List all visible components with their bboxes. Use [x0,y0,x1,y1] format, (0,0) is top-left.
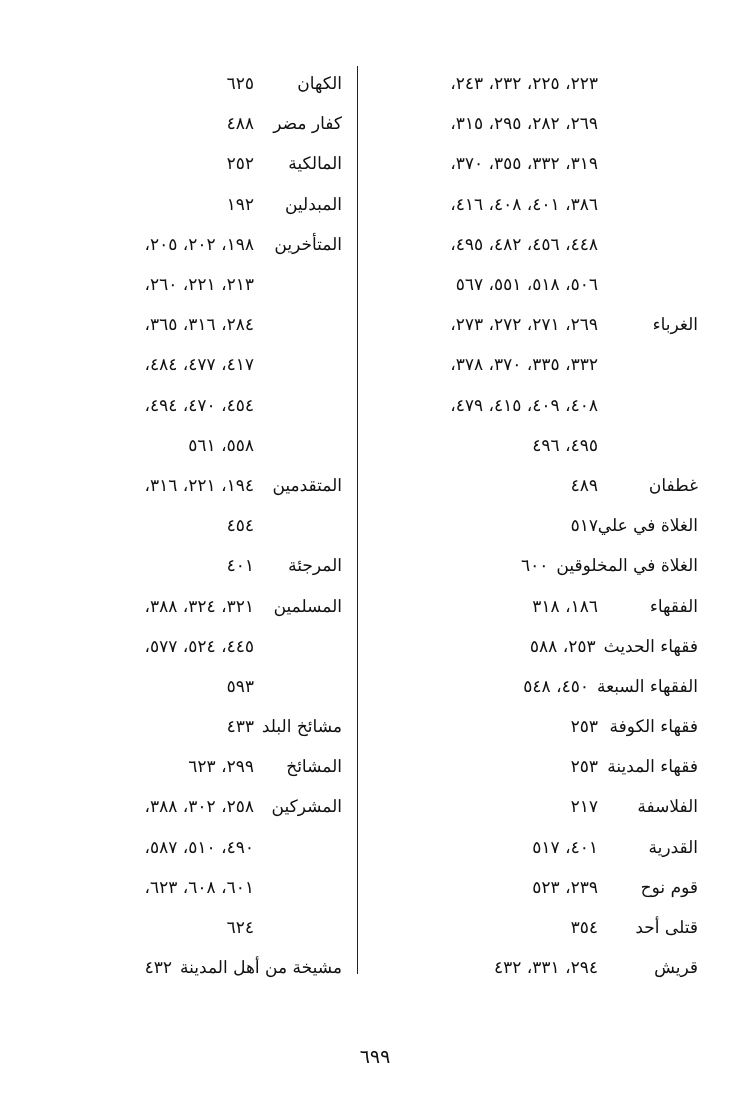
page-refs: ٤٩٥، ٤٩٦ [532,435,598,456]
index-entry [378,64,698,104]
page-refs: ٣٥٤ [570,918,598,939]
index-entry [60,868,342,908]
index-entry [60,546,342,586]
index-entry [378,868,698,908]
index-entry [60,225,342,265]
index-term: مشائخ البلد [261,717,342,738]
index-entry [60,144,342,184]
index-entry [378,466,698,506]
index-entry [378,828,698,868]
column-divider [357,66,358,974]
page-number: ٦٩٩ [359,1046,391,1068]
page-refs: ٢١٧ [570,797,598,818]
page-refs: ٤٣٢ [144,958,173,979]
index-entry [60,466,342,506]
index-term: الغرباء [652,315,698,336]
index-term: فقهاء الكوفة [609,717,698,738]
page-refs: ٤٤٥، ٥٢٤، ٥٧٧، [144,636,254,657]
index-term: المتأخرين [274,234,342,255]
index-entry [378,144,698,184]
page-refs: ٣٣٢، ٣٣٥، ٣٧٠، ٣٧٨، [450,355,598,376]
index-term: المشركين [271,797,342,818]
index-entry [60,345,342,385]
page-refs: ٢٥٣ [570,717,598,738]
index-term: المرجئة [288,556,342,577]
index-entry [60,64,342,104]
index-entry [378,345,698,385]
index-entry [60,667,342,707]
page-refs: ٢٥٢ [226,154,254,175]
index-term: المالكية [288,154,342,175]
index-entry [378,265,698,305]
page-refs: ٢٥٣، ٥٨٨ [529,636,596,657]
page-refs: ٢٣٩، ٥٢٣ [532,877,598,898]
page-refs: ٤٠١، ٥١٧ [532,837,598,858]
index-entry [60,426,342,466]
index-term: فقهاء الحديث [603,636,698,657]
page-refs: ٤٨٨ [226,114,254,135]
page-refs: ٥٩٣ [226,676,254,697]
page-refs: ٦٢٥ [226,74,254,95]
page-refs: ٦٢٤ [226,918,254,939]
index-entry [60,747,342,787]
index-term: المتقدمين [272,475,342,496]
page-refs: ٦٠١، ٦٠٨، ٦٢٣، [144,877,254,898]
page-refs: ٢٩٤، ٣٣١، ٤٣٢ [494,958,598,979]
index-entry [60,586,342,626]
index-entry [378,667,698,707]
index-entry [60,627,342,667]
index-entry [60,386,342,426]
page-refs: ٢٥٣ [570,757,598,778]
page-refs: ٤٥٤ [226,516,254,537]
page-refs: ٢٦٩، ٢٨٢، ٢٩٥، ٣١٥، [450,114,598,135]
index-term: قريش [654,958,698,979]
index-term: الكهان [297,74,342,95]
index-term: الفلاسفة [637,797,698,818]
index-entry [60,828,342,868]
page-refs: ٤٤٨، ٤٥٦، ٤٨٢، ٤٩٥، [450,234,598,255]
index-term: كفار مضر [273,114,342,135]
page-refs: ٤٠٨، ٤٠٩، ٤١٥، ٤٧٩، [450,395,598,416]
index-entry [378,225,698,265]
index-term: المسلمين [273,596,342,617]
index-entry [378,386,698,426]
index-entry [60,707,342,747]
page-refs: ١٩٤، ٢٢١، ٣١٦، [144,475,254,496]
index-entry [60,305,342,345]
index-term: غطفان [648,475,698,496]
page-refs: ٢٥٨، ٣٠٢، ٣٨٨، [144,797,254,818]
page-refs: ٣٨٦، ٤٠١، ٤٠٨، ٤١٦، [450,194,598,215]
page-refs: ٣٢١، ٣٢٤، ٣٨٨، [144,596,254,617]
page-refs: ٢٢٣، ٢٢٥، ٢٣٢، ٢٤٣، [450,74,598,95]
page-refs: ٥١٧ [570,516,598,537]
index-entry [60,265,342,305]
page-refs: ٤٥٤، ٤٧٠، ٤٩٤، [144,395,254,416]
page-refs: ٢٦٩، ٢٧١، ٢٧٢، ٢٧٣، [450,315,598,336]
index-entry [60,185,342,225]
page-refs: ٣١٩، ٣٣٢، ٣٥٥، ٣٧٠، [450,154,598,175]
index-term: فقهاء المدينة [607,757,698,778]
index-term: الغلاة في المخلوقين [556,556,698,577]
page-refs: ٤٣٣ [226,717,254,738]
page-refs: ٤٠١ [226,556,254,577]
index-entry [378,546,698,586]
index-column-right [378,64,698,988]
index-term: الفقهاء السبعة [596,676,698,697]
index-entry [378,104,698,144]
index-entry [60,104,342,144]
index-column-left [60,64,342,988]
index-term: المشائخ [286,757,342,778]
index-term: المبدلين [284,194,342,215]
page-refs: ٢٩٩، ٦٢٣ [188,757,254,778]
page-refs: ٤٨٩ [570,475,598,496]
page-refs: ١٩٨، ٢٠٢، ٢٠٥، [144,234,254,255]
index-entry [60,787,342,827]
index-entry [378,305,698,345]
index-entry [378,707,698,747]
page-refs: ١٨٦، ٣١٨ [532,596,598,617]
page-refs: ٤٩٠، ٥١٠، ٥٨٧، [144,837,254,858]
index-entry [378,586,698,626]
page-refs: ١٩٢ [226,194,254,215]
page-refs: ٤١٧، ٤٧٧، ٤٨٤، [144,355,254,376]
index-entry [378,185,698,225]
index-entry [378,908,698,948]
index-entry [378,426,698,466]
page-refs: ٥٠٦، ٥١٨، ٥٥١، ٥٦٧ [455,275,598,296]
index-term: الغلاة في علي [597,516,698,537]
index-term: الفقهاء [649,596,698,617]
index-term: قتلى أحد [635,918,698,939]
index-entry [378,627,698,667]
index-term: قوم نوح [640,877,698,898]
index-entry [378,747,698,787]
page-refs: ٢٨٤، ٣١٦، ٣٦٥، [144,315,254,336]
index-entry [60,908,342,948]
index-entry [60,948,342,988]
index-entry [378,506,698,546]
page-refs: ٢١٣، ٢٢١، ٢٦٠، [144,275,254,296]
index-entry [60,506,342,546]
index-term: مشيخة من أهل المدينة [180,958,342,979]
page-refs: ٦٠٠ [521,556,549,577]
index-entry [378,948,698,988]
index-term: القدرية [648,837,698,858]
page-refs: ٤٥٠، ٥٤٨ [523,676,589,697]
page-refs: ٥٥٨، ٥٦١ [188,435,254,456]
index-entry [378,787,698,827]
